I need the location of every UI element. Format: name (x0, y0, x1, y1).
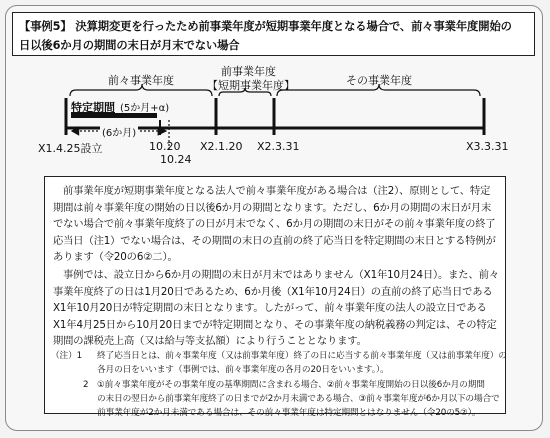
label-short-period: 【短期事業年度】 (207, 79, 295, 92)
note2-line1: ①前々事業年度がその事業年度の基準期間に含まれる場合、②前々事業年度開始の日以後6か月の期間 (97, 380, 485, 390)
date-1024: 10.24 (160, 153, 192, 166)
date-x2331: X2.3.31 (257, 140, 300, 153)
date-x2120: X2.1.20 (200, 140, 243, 153)
label-zenzen: 前々事業年度 (108, 74, 174, 87)
label-tokutei-note: (5か月+α) (120, 103, 170, 114)
note1-label: （注）1 (51, 351, 82, 361)
case-title-line1: 【事例5】 決算期変更を行ったため前事業年度が短期事業年度となる場合で、前々事業年度開始の (19, 20, 512, 33)
note1-line1: 終了応当日とは、前々事業年度（又は前事業年度）終了の日に応当する前々事業年度（又は前事業年度）の (97, 351, 507, 361)
note2-line3: 前事業年度が2か月未満である場合は、その前々事業年度は特定期間とはなりません（令20の5②）。 (97, 408, 481, 418)
case-title-line2: 日以後6か月の期間の末日が月末でない場合 (19, 39, 240, 52)
paragraph-1: 前事業年度が短期事業年度となる法人で前々事業年度がある場合は（注2）、原則として、特定期間は前々事業年度の開始の日以後6か月の期間となります。ただし、6か月の期間の末日が月末でない場合で前々事業年度終了の日が月末でなく、6か月の期間の末日がその前々事業年度の終了応当日（注1）でない場合は、その期間の末日の直前の終了応当日を特定期間の末日とする特例があります（令20の6②二）。 (53, 185, 496, 264)
paragraph-2: 事例では、設立日から6か月の期間の末日が月末ではありません（X1年10月24日）。また、前々事業年度終了の日は1月20日であるため、6か月後（X1年10月24日）の直前の終了応当日であるX1年10月20日が特定期間の末日となります。したがって、前々事業年度の法人の設立日であるX1年4月25日から10月20日までが特定期間となり、その事業年度の納税義務の判定は、その特定期間の課税売上高（又は給与等支払額）により行うこととなります。 (53, 269, 499, 348)
explanation-box (44, 176, 507, 418)
label-tokutei: 特定期間 (71, 101, 115, 114)
label-six-months: (6か月) (100, 124, 138, 139)
date-start: X1.4.25設立 (38, 142, 103, 155)
note1-line2: 各月の日をいいます（事例では、前々事業年度の各月の20日をいいます。）。 (97, 365, 389, 375)
label-sono: その事業年度 (346, 74, 412, 87)
date-1020: 10.20 (149, 140, 181, 153)
note2-label: 2 (83, 380, 89, 390)
note2-line2: の末日の翌日から前事業年度終了の日までが2か月未満である場合、③前々事業年度が6か月以下の場合で (97, 394, 500, 404)
date-x3331: X3.3.31 (466, 140, 509, 153)
label-zen: 前事業年度 (221, 65, 276, 78)
